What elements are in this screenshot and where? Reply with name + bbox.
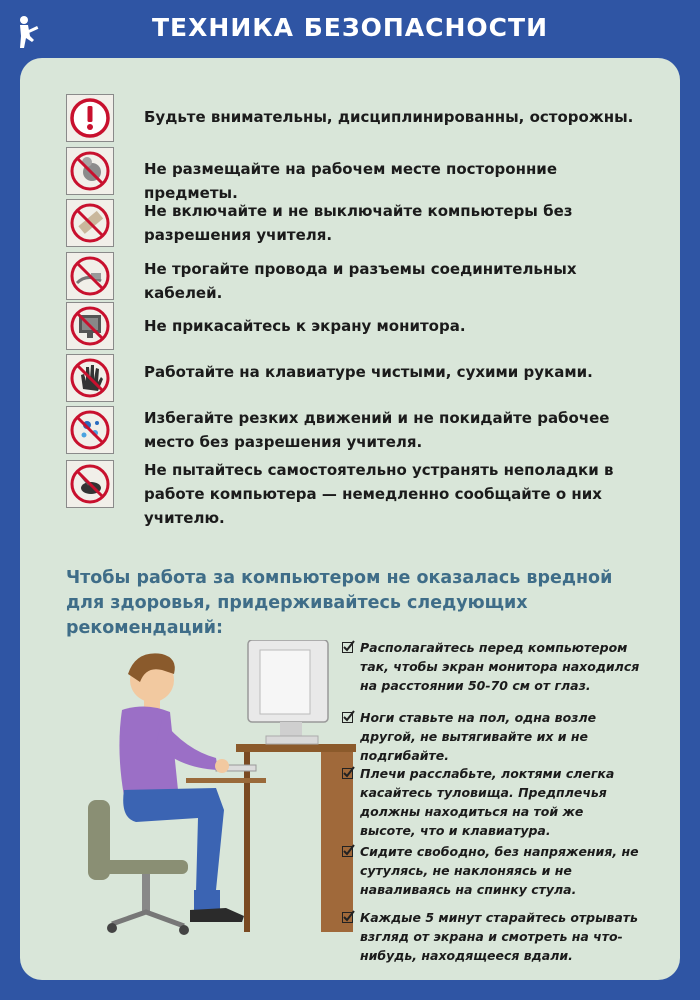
rule-text: Избегайте резких движений и не покидайте рабочее место без разрешения учителя. <box>144 409 610 451</box>
recommendation-item <box>342 638 642 695</box>
workstation-illustration <box>66 640 356 940</box>
recommendation-text: Каждые 5 минут старайтесь отрывать взгляд от экрана и смотреть на что-нибудь, находящееся вдали. <box>360 910 638 963</box>
no-objects-icon <box>66 147 114 195</box>
recommendation-text: Ноги ставьте на пол, одна возле другой, не вытягивайте их и не подгибайте. <box>360 710 597 763</box>
checkmark-icon <box>342 710 355 723</box>
no-sudden-moves-icon <box>66 406 114 454</box>
checkmark-icon <box>342 910 355 923</box>
rule-text: Работайте на клавиатуре чистыми, сухими руками. <box>144 363 593 381</box>
recommendation-text: Плечи расслабьте, локтями слегка касайтесь туловища. Предплечья должны находиться на той же высоте, что и клавиатура. <box>360 766 615 838</box>
rule-text: Не включайте и не выключайте компьютеры без разрешения учителя. <box>144 202 573 244</box>
no-cables-icon <box>66 252 114 300</box>
no-touch-screen-icon <box>66 302 114 350</box>
checkmark-icon <box>342 766 355 779</box>
content-panel <box>20 58 680 980</box>
recommendation-item <box>342 908 642 965</box>
checkmark-icon <box>342 844 355 857</box>
recommendation-item <box>342 842 642 899</box>
clean-hands-icon <box>66 354 114 402</box>
rule-text: Будьте внимательны, дисциплинированны, осторожны. <box>144 108 634 126</box>
recommendation-text: Сидите свободно, без напряжения, не сутулясь, не наклоняясь и не наваливаясь на спинку стула. <box>360 844 639 897</box>
rule-text: Не трогайте провода и разъемы соединительных кабелей. <box>144 260 577 302</box>
page-title: ТЕХНИКА БЕЗОПАСНОСТИ <box>151 13 548 42</box>
rule-text: Не пытайтесь самостоятельно устранять неполадки в работе компьютера — немедленно сообщайте о них учителю. <box>144 461 614 527</box>
recommendations-heading: Чтобы работа за компьютером не оказалась вредной для здоровья, придерживайтесь следующих рекомендаций: <box>66 568 613 638</box>
no-switch-icon <box>66 199 114 247</box>
recommendation-item <box>342 764 642 840</box>
recommendation-text: Располагайтесь перед компьютером так, чтобы экран монитора находился на расстоянии 50-70 см от глаз. <box>360 640 640 693</box>
rule-text: Не размещайте на рабочем месте посторонние предметы. <box>144 160 557 202</box>
rule-text: Не прикасайтесь к экрану монитора. <box>144 317 466 335</box>
checkmark-icon <box>342 640 355 653</box>
recommendation-item <box>342 708 642 765</box>
exclamation-sign-icon <box>66 94 114 142</box>
no-self-repair-icon <box>66 460 114 508</box>
